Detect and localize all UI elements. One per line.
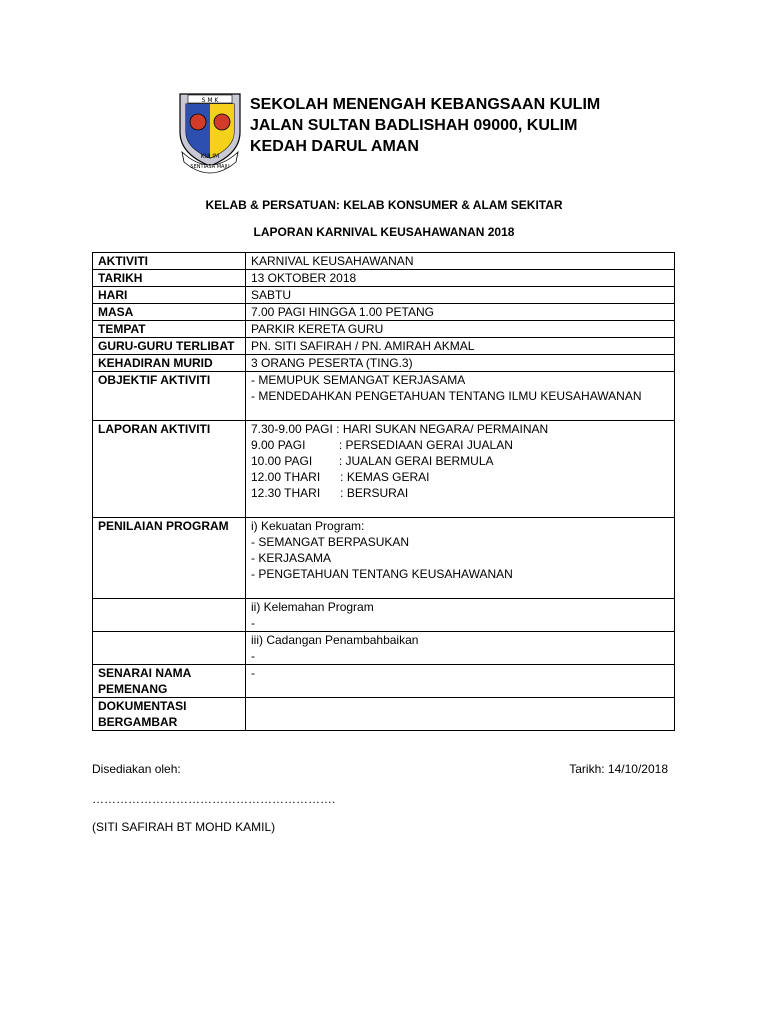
row-label: AKTIVITI (93, 253, 246, 270)
suggestions-title: iii) Cadangan Penambahbaikan (251, 633, 419, 647)
row-label: TARIKH (93, 270, 246, 287)
row-label: LAPORAN AKTIVITI (93, 421, 246, 518)
label-line: SENARAI NAMA (98, 666, 192, 680)
label-line: PEMENANG (98, 682, 168, 696)
row-value: PARKIR KERETA GURU (246, 321, 675, 338)
row-label: GURU-GURU TERLIBAT (93, 338, 246, 355)
schedule-line: 9.00 PAGI : PERSEDIAAN GERAI JUALAN (251, 438, 513, 452)
list-item: - PENGETAHUAN TENTANG KEUSAHAWANAN (251, 567, 513, 581)
schedule-line: 7.30-9.00 PAGI : HARI SUKAN NEGARA/ PERMAINAN (251, 422, 549, 436)
report-table (92, 252, 675, 731)
table-row (93, 270, 675, 287)
row-value: SABTU (246, 287, 675, 304)
winners-value: - (246, 665, 675, 698)
suggestions-value: - (251, 649, 255, 663)
weaknesses-value: - (251, 616, 255, 630)
school-address-line2: KEDAH DARUL AMAN (250, 138, 419, 155)
label-line: BERGAMBAR (98, 715, 178, 729)
list-item: - KERJASAMA (251, 551, 332, 565)
table-row (93, 338, 675, 355)
svg-text:KULIM: KULIM (200, 153, 220, 160)
table-row (93, 304, 675, 321)
schedule-line: 12.00 THARI : KEMAS GERAI (251, 470, 430, 484)
svg-text:SENTIASA MAJU: SENTIASA MAJU (190, 164, 230, 170)
list-item: - MEMUPUK SEMANGAT KERJASAMA (251, 373, 466, 387)
table-row (93, 698, 675, 731)
weaknesses-title: ii) Kelemahan Program (251, 600, 374, 614)
suggestions-cell (246, 632, 675, 665)
school-address-line1: JALAN SULTAN BADLISHAH 09000, KULIM (250, 117, 578, 134)
row-label: MASA (93, 304, 246, 321)
preparer-name: (SITI SAFIRAH BT MOHD KAMIL) (92, 820, 276, 834)
list-item: - MENDEDAHKAN PENGETAHUAN TENTANG ILMU KEUSAHAWANAN (251, 389, 642, 403)
table-row (93, 421, 675, 518)
list-item: - SEMANGAT BERPASUKAN (251, 535, 410, 549)
row-label-empty (93, 599, 246, 632)
letterhead (176, 88, 696, 178)
row-label: KEHADIRAN MURID (93, 355, 246, 372)
row-label: OBJEKTIF AKTIVITI (93, 372, 246, 421)
row-label (93, 665, 246, 698)
strengths-cell (246, 518, 675, 599)
schedule-line: 10.00 PAGI : JUALAN GERAI BERMULA (251, 454, 494, 468)
table-row (93, 253, 675, 270)
row-value: 7.00 PAGI HINGGA 1.00 PETANG (246, 304, 675, 321)
table-row (93, 599, 675, 632)
photo-documentation-value (246, 698, 675, 731)
club-line: KELAB & PERSATUAN: KELAB KONSUMER & ALAM SEKITAR (205, 198, 563, 212)
row-value: 13 OKTOBER 2018 (246, 270, 675, 287)
signature-line: ……………………………………………………. (92, 792, 336, 806)
row-label: HARI (93, 287, 246, 304)
prepared-by-label: Disediakan oleh: (92, 762, 181, 776)
row-value: 3 ORANG PESERTA (TING.3) (246, 355, 675, 372)
table-row (93, 632, 675, 665)
strengths-title: i) Kekuatan Program: (251, 519, 365, 533)
table-row (93, 372, 675, 421)
objective-list (246, 372, 675, 421)
row-label: TEMPAT (93, 321, 246, 338)
school-crest-logo (176, 88, 244, 174)
table-row (93, 321, 675, 338)
row-label-empty (93, 632, 246, 665)
school-name: SEKOLAH MENENGAH KEBANGSAAN KULIM (250, 96, 601, 113)
report-title: LAPORAN KARNIVAL KEUSAHAWANAN 2018 (253, 225, 515, 239)
schedule-line: 12.30 THARI : BERSURAI (251, 486, 409, 500)
row-value: PN. SITI SAFIRAH / PN. AMIRAH AKMAL (246, 338, 675, 355)
weaknesses-cell (246, 599, 675, 632)
label-line: DOKUMENTASI (98, 699, 187, 713)
activity-schedule (246, 421, 675, 518)
row-value: KARNIVAL KEUSAHAWANAN (246, 253, 675, 270)
table-row (93, 355, 675, 372)
report-date: Tarikh: 14/10/2018 (569, 762, 668, 776)
row-label (93, 698, 246, 731)
table-row (93, 665, 675, 698)
table-row (93, 287, 675, 304)
table-row (93, 518, 675, 599)
row-label: PENILAIAN PROGRAM (93, 518, 246, 599)
svg-text:S M K: S M K (201, 97, 219, 104)
